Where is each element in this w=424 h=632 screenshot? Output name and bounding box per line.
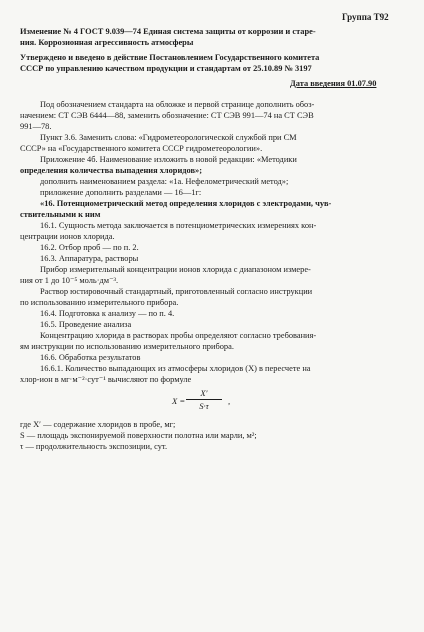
body-line: Пункт 3.6. Заменить слова: «Гидрометеорологической службой при СМ (40, 133, 297, 142)
body-line: Раствор юстировочный стандартный, приготовленный согласно инструкции (40, 287, 313, 296)
formula-lhs: X = (172, 396, 186, 406)
body-line: СССР» на «Государственного комитета СССР гидрометеорологии». (20, 144, 263, 153)
amendment-title-line-2: ния. Коррозионная агрессивность атмосферы (20, 38, 194, 47)
legend-line: где X′ — содержание хлоридов в пробе, мг; (20, 420, 176, 429)
body-line: Концентрацию хлорида в растворах пробы определяют согласно требования- (40, 331, 317, 340)
formula-comma: , (228, 396, 231, 406)
body-line: 16.1. Сущность метода заключается в потенциометрических измерениях кон- (40, 221, 317, 230)
group-code: Группа Т92 (342, 12, 389, 22)
body-line: приложение дополнить разделами — 16—1г: (40, 188, 202, 197)
formula-numerator: X′ (200, 388, 208, 398)
body-line: 16.6.1. Количество выпадающих из атмосферы хлоридов (X) в пересчете на (40, 364, 311, 373)
effective-date: Дата введения 01.07.90 (290, 79, 377, 88)
formula-denominator: S·τ (199, 401, 209, 411)
body-line: Прибор измерительный концентрации ионов хлорида с диапазоном измере- (40, 265, 311, 274)
body-line: центрации ионов хлорида. (20, 232, 115, 241)
amendment-title-line-1: Изменение № 4 ГОСТ 9.039—74 Единая система защиты от коррозии и старе- (20, 27, 316, 36)
body-line: 16.5. Проведение анализа (40, 320, 132, 329)
body-line: Приложение 4б. Наименование изложить в новой редакции: «Методики (40, 155, 297, 164)
legend-line: S — площадь экспонируемой поверхности полотна или марли, м²; (20, 431, 257, 440)
body-line: ния от 1 до 10⁻⁵ моль·дм⁻³. (20, 276, 119, 285)
body-line: хлор-ион в мг·м⁻²·сут⁻¹ вычисляют по формуле (20, 375, 192, 384)
body-line: «16. Потенциометрический метод определения хлоридов с электродами, чув- (40, 199, 332, 208)
body-line: Под обозначением стандарта на обложке и первой странице дополнить обоз- (40, 100, 315, 109)
body-line: определения количества выпадения хлоридов»; (20, 166, 202, 175)
body-line: 16.2. Отбор проб — по п. 2. (40, 243, 139, 252)
approval-line-2: СССР по управлению качеством продукции и стандартам от 25.10.89 № 3197 (20, 64, 312, 73)
body-line: ствительными к ним (20, 210, 101, 219)
fraction-bar (186, 399, 222, 400)
body-line: дополнить наименованием раздела: «1а. Нефелометрический метод»; (40, 177, 289, 186)
approval-line-1: Утверждено и введено в действие Постановлением Государственного комитета (20, 53, 320, 62)
legend-line: τ — продолжительность экспозиции, сут. (20, 442, 168, 451)
body-line: 16.3. Аппаратура, растворы (40, 254, 139, 263)
body-line: начением: СТ СЭВ 6444—88, заменить обозначение: СТ СЭВ 991—74 на СТ СЭВ (20, 111, 314, 120)
body-line: 16.6. Обработка результатов (40, 353, 141, 362)
body-line: по использованию измерительного прибора. (20, 298, 179, 307)
body-line: 16.4. Подготовка к анализу — по п. 4. (40, 309, 175, 318)
formula-fraction (186, 388, 222, 411)
body-line: ям инструкции по использованию измерительного прибора. (20, 342, 234, 351)
body-line: 991—78. (20, 122, 52, 131)
